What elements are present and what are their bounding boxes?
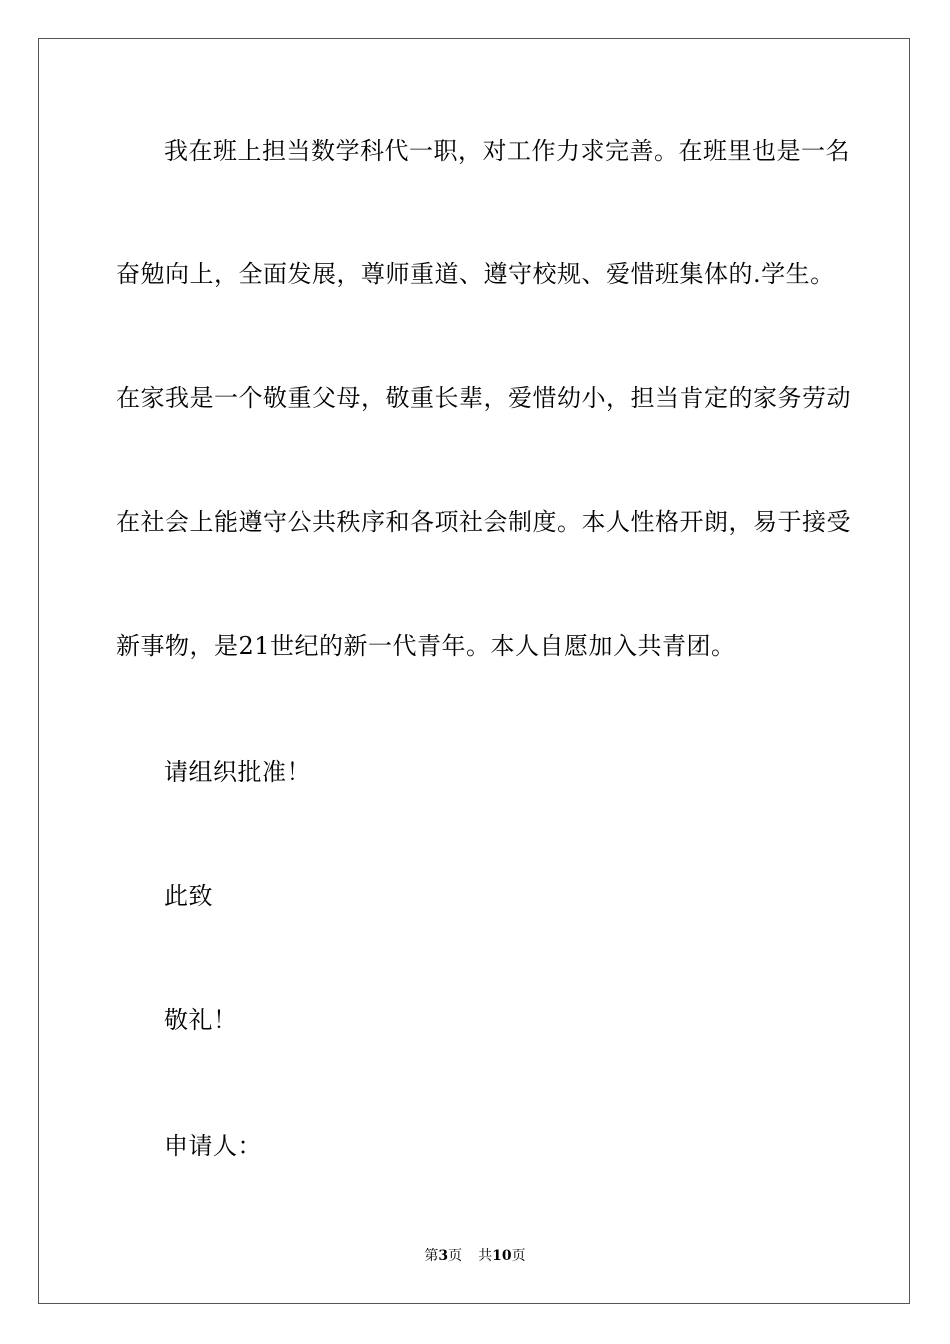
paragraph-line-5: 新事物，是21世纪的新一代青年。本人自愿加入共青团。 [116, 632, 736, 660]
total-suffix: 页 [511, 1248, 526, 1264]
paragraph-line-4: 在社会上能遵守公共秩序和各项社会制度。本人性格开朗，易于接受 [116, 508, 851, 536]
page-footer [0, 1247, 950, 1265]
page-number: 3 [438, 1248, 449, 1264]
total-prefix: 共 [478, 1248, 493, 1264]
request-approval-line: 请组织批准！ [164, 758, 311, 786]
closing-regards-line: 敬礼！ [164, 1006, 238, 1034]
paragraph-line-1: 我在班上担当数学科代一职，对工作力求完善。在班里也是一名 [164, 137, 850, 165]
applicant-signature-line: 申请人： [164, 1132, 262, 1160]
closing-salutation-line: 此致 [164, 882, 213, 910]
page-border [38, 38, 910, 1304]
paragraph-line-2: 奋勉向上，全面发展，尊师重道、遵守校规、爱惜班集体的.学生。 [116, 260, 835, 288]
page-prefix: 第 [424, 1248, 439, 1264]
paragraph-line-3: 在家我是一个敬重父母，敬重长辈，爱惜幼小，担当肯定的家务劳动 [116, 384, 851, 412]
page-suffix: 页 [448, 1248, 463, 1264]
total-pages: 10 [492, 1248, 512, 1264]
